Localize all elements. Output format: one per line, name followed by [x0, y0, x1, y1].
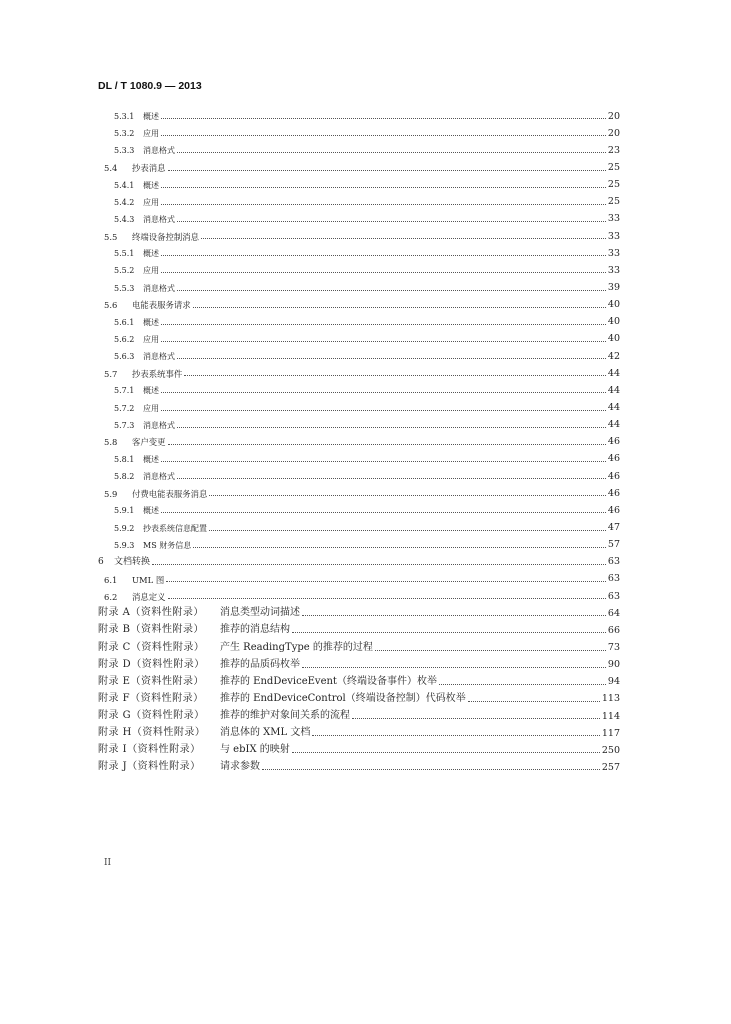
toc-entry [98, 275, 620, 292]
toc-entry-page: 23 [607, 144, 620, 156]
dot-leader [161, 204, 606, 205]
toc-entry-number: 5.9.3 [114, 540, 135, 550]
toc-entry-page: 250 [601, 744, 620, 756]
dot-leader [161, 392, 606, 393]
toc-entry-number: 5.5.3 [114, 283, 135, 293]
toc-entry-title: 消息体的 XML 文档 [220, 727, 311, 739]
toc-entry-title: 电能表服务请求 [132, 300, 191, 311]
toc-entry-title: UML 图 [132, 574, 165, 585]
toc-entry-page: 42 [607, 350, 620, 362]
toc-entry-page: 73 [607, 642, 620, 653]
toc-entry [98, 395, 620, 412]
toc-entry-number: 5.7.3 [114, 420, 135, 430]
dot-leader [201, 238, 606, 239]
toc-entry-title: 客户变更 [132, 437, 166, 448]
toc-entry-page: 44 [607, 367, 620, 379]
toc-entry [98, 447, 620, 464]
toc-entry [98, 258, 620, 275]
toc-entry-title: 推荐的品质码枚举 [220, 658, 300, 670]
toc-entry-page: 46 [607, 453, 620, 465]
toc-entry [98, 653, 620, 670]
dot-leader [177, 358, 606, 359]
toc-entry [98, 670, 620, 687]
toc-entry-number: 附录 D（资料性附录） [98, 658, 205, 670]
dot-leader [209, 530, 606, 531]
toc-entry-title: 消息格式 [143, 352, 175, 362]
dot-leader [262, 769, 600, 770]
toc-entry-page: 40 [607, 333, 620, 345]
toc-entry-page: 25 [607, 196, 620, 208]
toc-entry [98, 618, 620, 635]
toc-entry-page: 40 [607, 299, 620, 311]
toc-entry-page: 94 [607, 676, 620, 688]
dot-leader [375, 650, 606, 651]
dot-leader [209, 495, 606, 496]
toc-entry-number: 5.5.1 [114, 249, 135, 259]
toc-entry-page: 114 [601, 710, 620, 722]
toc-entry-number: 附录 B（资料性附录） [98, 624, 205, 636]
toc-entry-number: 5.8.2 [114, 472, 135, 482]
dot-leader [193, 307, 606, 308]
toc-entry [98, 413, 620, 430]
toc-entry-title: 应用 [143, 403, 159, 413]
toc-entry [98, 635, 620, 652]
toc-entry [98, 293, 620, 310]
toc-entry-title: 应用 [143, 129, 159, 139]
dot-leader [352, 718, 600, 719]
toc-entry [98, 430, 620, 447]
dot-leader [161, 255, 606, 256]
dot-leader [292, 752, 600, 753]
toc-entry-number: 6 [98, 556, 104, 567]
dot-leader [177, 478, 606, 479]
toc-entry-page: 63 [607, 556, 620, 568]
dot-leader [161, 118, 606, 119]
toc-entry-title: 文档转换 [114, 556, 151, 567]
toc-entry-page: 33 [607, 230, 620, 242]
toc-entry-title: 概述 [143, 454, 159, 464]
dot-leader [292, 632, 606, 633]
toc-entry-number: 5.4.2 [114, 197, 135, 207]
dot-leader [168, 444, 606, 445]
toc-entry-title: 消息格式 [143, 146, 175, 156]
toc-entry-number: 5.6 [104, 300, 118, 311]
toc-entry-page: 113 [601, 693, 620, 705]
dot-leader [439, 684, 606, 685]
toc-entry-title: 抄表消息 [132, 163, 166, 174]
dot-leader [302, 667, 606, 668]
toc-entry-number: 5.4.1 [114, 180, 135, 190]
toc-entry-title: 与 ebIX 的映射 [220, 744, 290, 756]
toc-entry-page: 47 [607, 522, 620, 534]
toc-entry-title: 终端设备控制消息 [132, 231, 199, 242]
toc-entry-number: 5.5 [104, 231, 118, 242]
toc-entry [98, 190, 620, 207]
toc-entry [98, 687, 620, 704]
toc-entry-number: 5.6.2 [114, 334, 135, 344]
dot-leader [312, 735, 600, 736]
toc-entry-title: 概述 [143, 386, 159, 396]
dot-leader [177, 290, 606, 291]
dot-leader [161, 410, 606, 411]
toc-entry-title: 消息格式 [143, 214, 175, 224]
toc-entry-page: 33 [607, 247, 620, 259]
toc-entry-page: 63 [607, 590, 620, 602]
dot-leader [161, 461, 606, 462]
toc-entry [98, 310, 620, 327]
toc-entry-page: 20 [607, 110, 620, 122]
toc-entry [98, 344, 620, 361]
toc-entry-number: 5.8 [104, 437, 118, 448]
toc-entry-number: 5.3.3 [114, 146, 135, 156]
dot-leader [468, 701, 600, 702]
toc-entry-page: 257 [601, 761, 620, 773]
toc-entry-title: 抄表系统事件 [132, 368, 183, 379]
toc-entry-page: 44 [607, 419, 620, 431]
toc-entry-title: 概述 [143, 112, 159, 122]
toc-entry [98, 738, 620, 755]
toc-entry [98, 104, 620, 121]
toc-entry-title: 应用 [143, 197, 159, 207]
toc-entry [98, 533, 620, 550]
toc-entry-page: 40 [607, 316, 620, 328]
dot-leader [177, 221, 606, 222]
toc-entry-title: 付费电能表服务消息 [132, 488, 208, 499]
toc-entry [98, 721, 620, 738]
dot-leader [193, 547, 606, 548]
toc-entry-page: 44 [607, 384, 620, 396]
toc-entry [98, 464, 620, 481]
toc-entry-page: 33 [607, 264, 620, 276]
toc-entry-title: 应用 [143, 334, 159, 344]
toc-entry-number: 附录 A（资料性附录） [98, 607, 204, 619]
toc-entry-title: 消息格式 [143, 420, 175, 430]
toc-entry [98, 498, 620, 515]
dot-leader [152, 564, 606, 565]
toc-entry-page: 46 [607, 504, 620, 516]
toc-entry [98, 155, 620, 172]
toc-entry-number: 5.9.1 [114, 506, 135, 516]
toc-entry [98, 584, 620, 601]
toc-entry-number: 附录 F（资料性附录） [98, 692, 204, 704]
toc-entry-title: MS 财务信息 [143, 540, 192, 550]
toc-entry-page: 64 [607, 607, 620, 619]
toc-entry [98, 378, 620, 395]
toc-entry [98, 207, 620, 224]
toc-entry-title: 消息格式 [143, 472, 175, 482]
toc-entry-number: 5.7.2 [114, 403, 135, 413]
toc-entry [98, 515, 620, 532]
dot-leader [302, 615, 606, 616]
toc-entry-number: 附录 J（资料性附录） [98, 761, 201, 773]
toc-entry-number: 5.4 [104, 163, 118, 174]
toc-entry-title: 消息格式 [143, 283, 175, 293]
toc-entry-number: 5.4.3 [114, 214, 135, 224]
toc-entry [98, 704, 620, 721]
toc-entry-page: 39 [607, 282, 620, 294]
toc-entry-number: 附录 H（资料性附录） [98, 727, 206, 739]
toc-entry-page: 66 [607, 624, 620, 636]
toc-entry [98, 241, 620, 258]
toc-entry-number: 5.3.1 [114, 112, 135, 122]
document-header: DL / T 1080.9 — 2013 [98, 80, 202, 92]
page-number: II [104, 858, 112, 868]
toc-entry [98, 755, 620, 772]
toc-entry-title: 概述 [143, 249, 159, 259]
toc-entry [98, 361, 620, 378]
toc-entry-number: 5.9.2 [114, 523, 135, 533]
dot-leader [177, 152, 606, 153]
toc-entry-number: 附录 I（资料性附录） [98, 744, 201, 756]
dot-leader [168, 170, 606, 171]
toc-entry-title: 推荐的维护对象间关系的流程 [220, 710, 350, 722]
toc-entry [98, 121, 620, 138]
toc-entry-page: 57 [607, 539, 620, 551]
toc-entry-title: 产生 ReadingType 的推荐的过程 [220, 641, 373, 653]
toc-entry-number: 6.2 [104, 591, 118, 602]
toc-entry-page: 33 [607, 213, 620, 225]
toc-entry-title: 消息类型动词描述 [220, 607, 300, 619]
toc-entry [98, 173, 620, 190]
toc-entry-number: 5.7 [104, 368, 118, 379]
dot-leader [161, 187, 606, 188]
toc-entry-title: 概述 [143, 180, 159, 190]
dot-leader [168, 598, 606, 599]
toc-entry-page: 117 [601, 727, 620, 739]
toc-entry-title: 推荐的消息结构 [220, 624, 290, 636]
toc-entry-title: 消息定义 [132, 591, 166, 602]
toc-entry-number: 附录 C（资料性附录） [98, 641, 205, 653]
toc-entry-number: 5.3.2 [114, 129, 135, 139]
dot-leader [177, 427, 606, 428]
dot-leader [184, 375, 606, 376]
toc-entry [98, 327, 620, 344]
table-of-contents [98, 104, 620, 772]
dot-leader [161, 324, 606, 325]
toc-entry [98, 550, 620, 567]
toc-entry-page: 46 [607, 487, 620, 499]
toc-entry [98, 601, 620, 618]
toc-entry-page: 25 [607, 162, 620, 174]
toc-entry-number: 5.6.1 [114, 317, 135, 327]
toc-entry-page: 25 [607, 179, 620, 191]
toc-entry [98, 224, 620, 241]
dot-leader [161, 272, 606, 273]
toc-entry-title: 概述 [143, 506, 159, 516]
toc-entry-title: 推荐的 EndDeviceControl（终端设备控制）代码枚举 [220, 692, 466, 704]
toc-entry-title: 抄表系统信息配置 [143, 523, 207, 533]
toc-entry-number: 5.7.1 [114, 386, 135, 396]
dot-leader [166, 581, 606, 582]
toc-entry-title: 推荐的 EndDeviceEvent（终端设备事件）枚举 [220, 675, 437, 687]
toc-entry-page: 63 [607, 573, 620, 585]
toc-entry-page: 90 [607, 659, 620, 671]
toc-entry-page: 46 [607, 470, 620, 482]
toc-entry-number: 6.1 [104, 574, 118, 585]
toc-entry-page: 20 [607, 127, 620, 139]
toc-entry-title: 应用 [143, 266, 159, 276]
toc-entry-page: 46 [607, 436, 620, 448]
toc-entry-page: 44 [607, 402, 620, 414]
dot-leader [161, 512, 606, 513]
dot-leader [161, 341, 606, 342]
toc-entry-number: 附录 G（资料性附录） [98, 710, 205, 722]
toc-entry-number: 附录 E（资料性附录） [98, 675, 204, 687]
toc-entry [98, 138, 620, 155]
toc-entry-number: 5.9 [104, 488, 118, 499]
toc-entry-number: 5.8.1 [114, 454, 135, 464]
toc-entry [98, 567, 620, 584]
toc-entry-number: 5.5.2 [114, 266, 135, 276]
toc-entry [98, 481, 620, 498]
toc-entry-number: 5.6.3 [114, 352, 135, 362]
toc-entry-title: 请求参数 [220, 761, 260, 773]
toc-entry-title: 概述 [143, 317, 159, 327]
dot-leader [161, 135, 606, 136]
